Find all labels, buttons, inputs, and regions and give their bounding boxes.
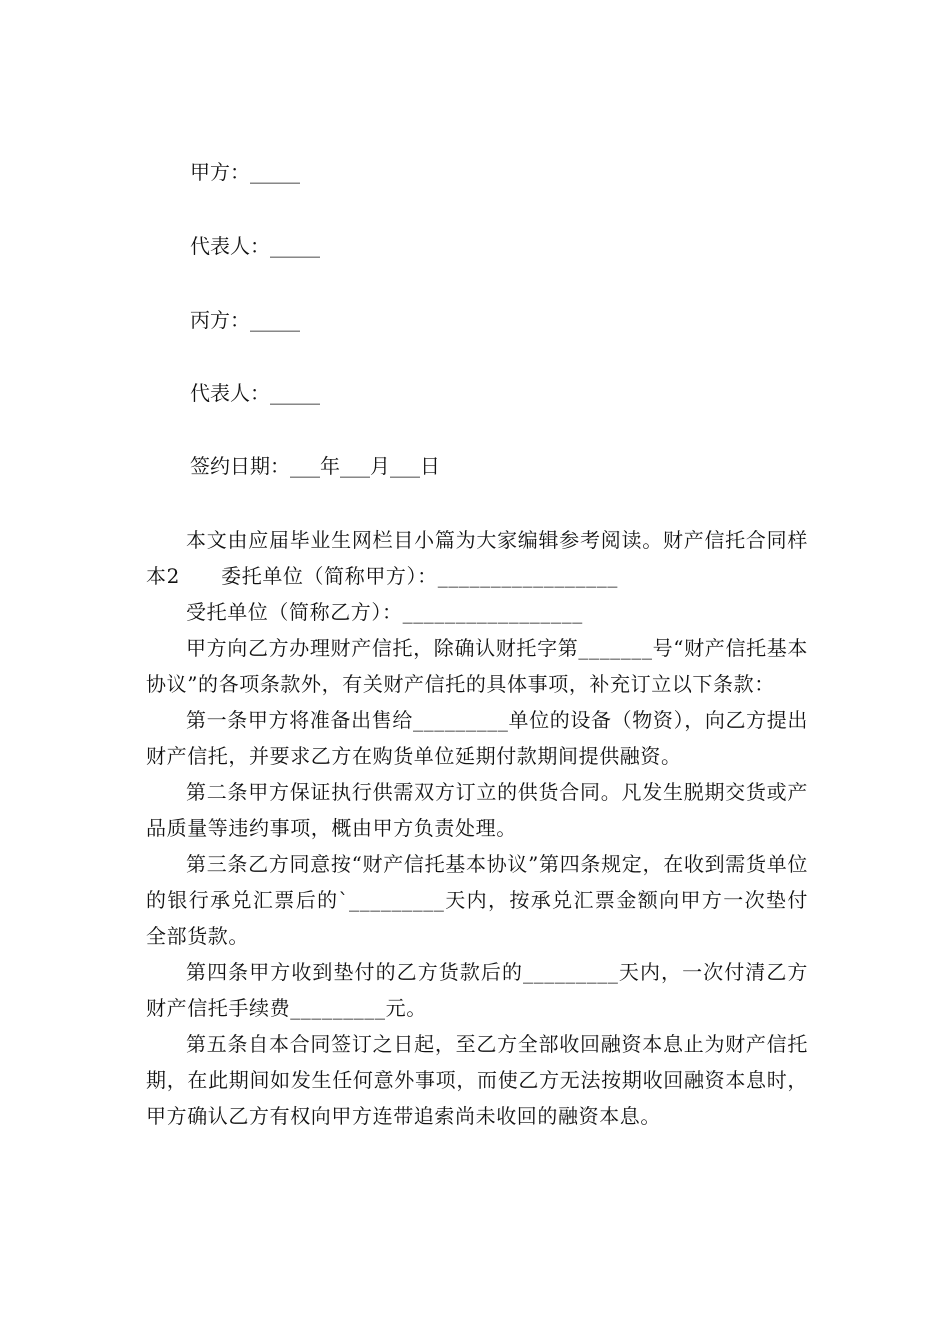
paragraph-intro: 本文由应届毕业生网栏目小篇为大家编辑参考阅读。财产信托合同样本2 委托单位（简称甲方）：_________________: [146, 528, 808, 588]
paragraph-article-1: 第一条甲方将准备出售给_________单位的设备（物资），向乙方提出财产信托，并要求乙方在购货单位延期付款期间提供融资。: [146, 708, 808, 768]
party-c-line: 丙方：_____: [190, 308, 300, 332]
signing-date-line: 签约日期：___年___月___日: [190, 454, 440, 478]
paragraph-article-3: 第三条乙方同意按“财产信托基本协议”第四条规定，在收到需货单位的银行承兑汇票后的`_________天内，按承兑汇票金额向甲方一次垫付全部货款。: [146, 852, 808, 948]
contract-body: [146, 522, 808, 1134]
paragraph-article-2: 第二条甲方保证执行供需双方订立的供货合同。凡发生脱期交货或产品质量等违约事项，概由甲方负责处理。: [146, 780, 808, 840]
paragraph-article-4: 第四条甲方收到垫付的乙方货款后的_________天内，一次付清乙方财产信托手续费_________元。: [146, 960, 808, 1020]
paragraph-preamble: 甲方向乙方办理财产信托，除确认财托字第_______号“财产信托基本协议”的各项条款外，有关财产信托的具体事项，补充订立以下条款：: [146, 636, 808, 696]
representative-line-2: 代表人：_____: [190, 381, 320, 405]
paragraph-article-5: 第五条自本合同签订之日起，至乙方全部收回融资本息止为财产信托期，在此期间如发生任何意外事项，而使乙方无法按期收回融资本息时，甲方确认乙方有权向甲方连带追索尚未收回的融资本息。: [146, 1032, 808, 1128]
representative-line-1: 代表人：_____: [190, 234, 320, 258]
party-a-line: 甲方：_____: [190, 160, 300, 184]
paragraph-trustee: 受托单位（简称乙方）：_________________: [186, 600, 583, 624]
